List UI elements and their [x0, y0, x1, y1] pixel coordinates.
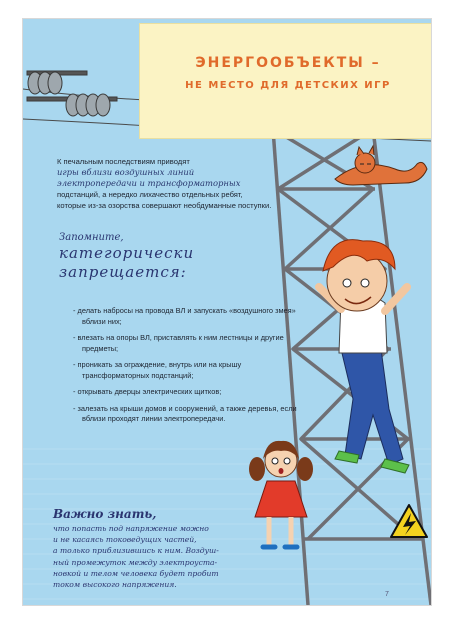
page-title: ЭНЕРГООБЪЕКТЫ – [195, 55, 381, 71]
intro-line: подстанций, а нередко лихачество отдельных ребят, [57, 190, 243, 199]
page-subtitle: НЕ МЕСТО ДЛЯ ДЕТСКИХ ИГР [185, 80, 391, 91]
rules-list [73, 306, 303, 431]
remember-line: запрещается: [59, 263, 187, 281]
intro-paragraph [57, 156, 367, 211]
poster-page [22, 18, 432, 606]
important-heading: Важно знать, [53, 507, 157, 521]
list-item: - делать набросы на провода ВЛ и запускать «воздушного змея» вблизи них; [73, 306, 303, 327]
important-line: током высокого напряжения. [53, 580, 177, 590]
list-item: - залезать на крыши домов и сооружений, а также деревья, если вблизи проходят линии электропередачи. [73, 404, 303, 425]
remember-line: категорически [59, 244, 195, 262]
important-line: что попасть под напряжение можно [53, 524, 209, 533]
insulators-icon [27, 71, 117, 116]
intro-line: электропередачи и трансформаторных [57, 178, 241, 188]
important-note [53, 507, 303, 590]
important-line: и не касаясь токоведущих частей, [53, 535, 197, 545]
list-item: - влезать на опоры ВЛ, приставлять к ним лестницы и другие предметы; [73, 333, 303, 354]
list-item: - открывать дверцы электрических щитков; [73, 387, 303, 398]
prohibition-heading [59, 232, 259, 282]
intro-line: К печальным последствиям приводят [57, 157, 190, 166]
page-number: 7 [385, 591, 389, 598]
list-item: - проникать за ограждение, внутрь или на крышу трансформаторных подстанций; [73, 360, 303, 381]
intro-line: которые из-за озорства совершают необдуманные поступки. [57, 201, 272, 210]
important-line: ный промежуток между электроуста- [53, 557, 218, 567]
important-line: а только приблизившись к ним. Воздуш- [53, 546, 219, 556]
title-banner [139, 23, 432, 139]
remember-line: Запомните, [59, 232, 124, 243]
intro-line: игры вблизи воздушных линий [57, 167, 195, 177]
important-line: новкой и телом человека будет пробит [53, 568, 219, 578]
